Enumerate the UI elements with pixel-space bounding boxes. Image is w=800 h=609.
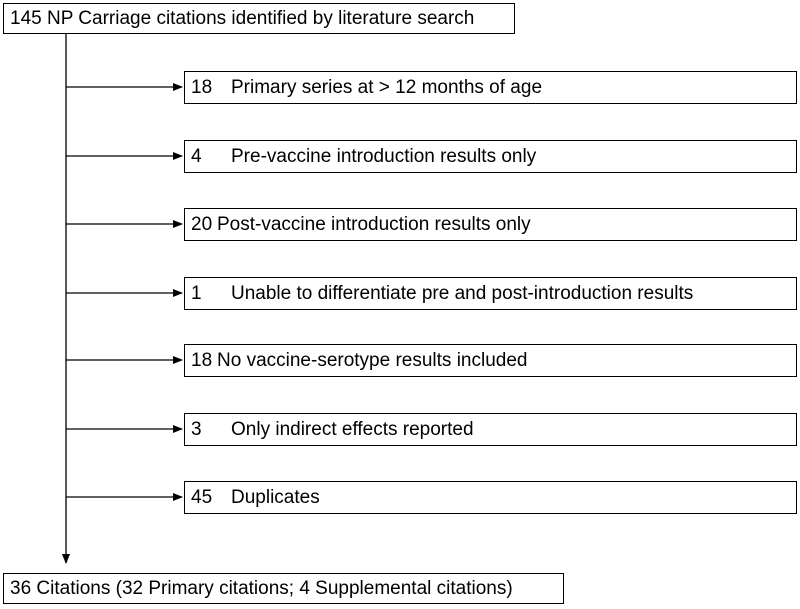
exclusion-count: 18 xyxy=(191,76,213,98)
exclusion-reason: Duplicates xyxy=(231,486,320,508)
exclusion-reason: Only indirect effects reported xyxy=(231,418,474,440)
exclusion-box-indirect-effects xyxy=(184,413,797,446)
exclusion-reason: Pre-vaccine introduction results only xyxy=(231,145,537,167)
source-citations-label: 145 NP Carriage citations identified by literature search xyxy=(10,7,475,29)
final-citations-label: 36 Citations (32 Primary citations; 4 Supplemental citations) xyxy=(10,577,513,599)
exclusion-count: 3 xyxy=(191,418,202,440)
exclusion-box-post-vaccine xyxy=(184,208,797,241)
exclusion-reason: No vaccine-serotype results included xyxy=(217,349,528,371)
exclusion-count: 4 xyxy=(191,145,202,167)
final-citations-box xyxy=(3,573,564,604)
exclusion-box-primary-series xyxy=(184,71,797,104)
exclusion-count: 1 xyxy=(191,282,202,304)
exclusion-box-duplicates xyxy=(184,481,797,514)
exclusion-reason: Primary series at > 12 months of age xyxy=(231,76,543,98)
exclusion-box-unable-to-differentiate xyxy=(184,277,797,310)
exclusion-count: 18 xyxy=(191,349,213,371)
exclusion-box-pre-vaccine xyxy=(184,140,797,173)
exclusion-count: 20 xyxy=(191,213,213,235)
exclusion-reason: Post-vaccine introduction results only xyxy=(217,213,531,235)
exclusion-reason: Unable to differentiate pre and post-introduction results xyxy=(231,282,694,304)
exclusion-box-no-vaccine-serotype xyxy=(184,344,797,377)
source-citations-box xyxy=(3,3,515,34)
exclusion-count: 45 xyxy=(191,486,213,508)
